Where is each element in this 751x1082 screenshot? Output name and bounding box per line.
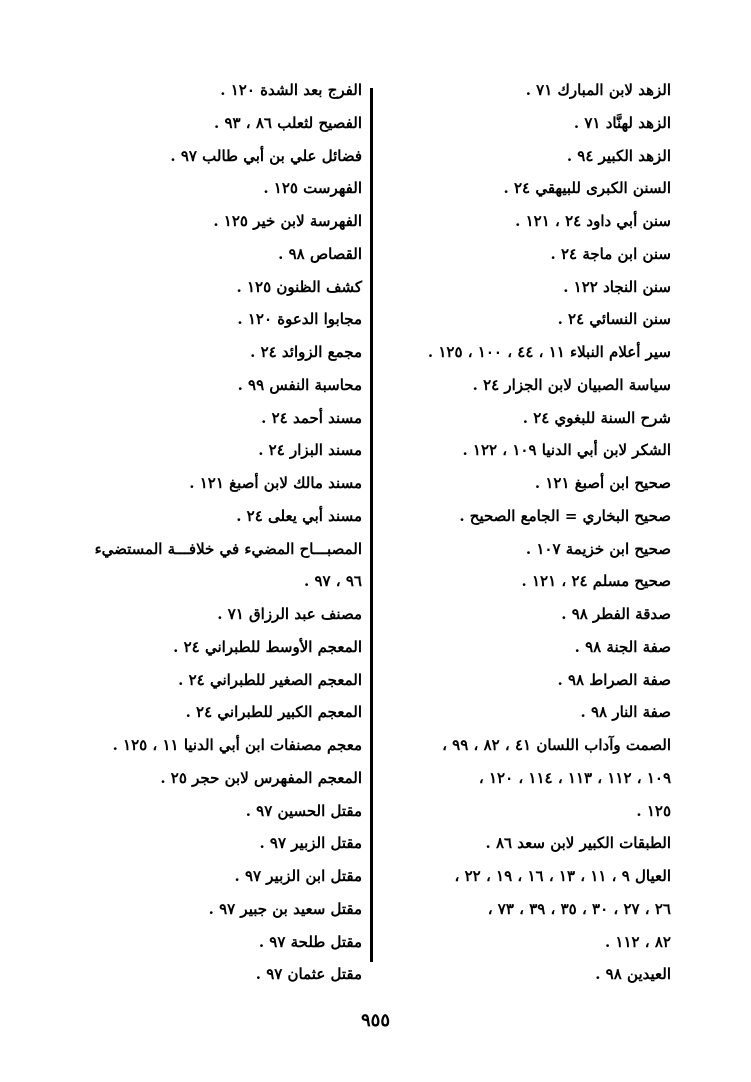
index-entry: العيال ٩ ، ١١ ، ١٣ ، ١٦ ، ١٩ ، ٢٢ ،: [454, 867, 671, 885]
index-entry: العيدين ٩٨ .: [595, 965, 671, 984]
index-entry: المعجم الأوسط للطبراني ٢٤ .: [173, 637, 362, 656]
index-entry: معجم مصنفات ابن أبي الدنيا ١١ ، ١٢٥ .: [112, 736, 362, 754]
index-entry: صحيح ابن خزيمة ١٠٧ .: [525, 539, 671, 558]
index-column-right: [385, 74, 671, 991]
index-entry: صفة النار ٩٨ .: [580, 703, 671, 722]
index-entry: سياسة الصبيان لابن الجزار ٢٤ .: [472, 375, 671, 394]
index-entry: صفة الجنة ٩٨ .: [574, 637, 671, 656]
index-entry: الفرج بعد الشدة ١٢٠ .: [220, 81, 362, 99]
index-entry: كشف الظنون ١٢٥ .: [236, 277, 362, 296]
index-entry: الصمت وآداب اللسان ٤١ ، ٨٢ ، ٩٩ ،: [442, 736, 671, 754]
column-divider: [370, 88, 373, 962]
index-entry: سنن أبي داود ٢٤ ، ١٢١ .: [515, 212, 671, 230]
index-entry: المعجم الكبير للطبراني ٢٤ .: [185, 703, 362, 722]
index-entry: مقتل الزبير ٩٧ .: [259, 834, 362, 853]
index-entry: مقتل ابن الزبير ٩٧ .: [234, 867, 362, 885]
index-entry: المعجم الصغير للطبراني ٢٤ .: [178, 670, 362, 689]
index-entry: مسند البزار ٢٤ .: [258, 441, 362, 460]
index-entry: الفهرست ١٢٥ .: [263, 179, 362, 198]
index-entry: صفة الصراط ٩٨ .: [557, 670, 671, 689]
index-entry: مجمع الزوائد ٢٤ .: [250, 343, 362, 361]
index-entry: مسند أبي يعلى ٢٤ .: [236, 506, 362, 525]
index-entry: مقتل سعيد بن جبير ٩٧ .: [208, 899, 362, 918]
index-entry: الزهد الكبير ٩٤ .: [566, 146, 671, 165]
index-entry: الزهد لهنَّاد ٧١ .: [573, 113, 671, 132]
index-entry: المعجم المفهرس لابن حجر ٢٥ .: [160, 768, 362, 787]
index-entry: صحيح ابن أصبغ ١٢١ .: [534, 474, 671, 492]
index-entry: مقتل الحسين ٩٧ .: [245, 801, 362, 820]
index-entry: مجابوا الدعوة ١٢٠ .: [237, 310, 362, 329]
index-entry: مسند أحمد ٢٤ .: [261, 408, 362, 427]
index-entry-continuation: ١٠٩ ، ١١٢ ، ١١٣ ، ١١٤ ، ١٢٠ ،: [478, 768, 671, 787]
index-entry: فضائل علي بن أبي طالب ٩٧ .: [170, 146, 362, 165]
index-entry: الفصيح لثعلب ٨٦ ، ٩٣ .: [213, 113, 362, 132]
index-entry: مقتل عثمان ٩٧ .: [255, 965, 362, 984]
index-entry: مقتل طلحة ٩٧ .: [258, 932, 362, 951]
index-entry: سنن النجاد ١٢٢ .: [563, 277, 671, 296]
index-entry: الطبقات الكبير لابن سعد ٨٦ .: [485, 834, 671, 853]
index-entry: صحيح البخاري = الجامع الصحيح .: [459, 506, 671, 525]
index-entry-continuation: ٩٦ ، ٩٧ .: [304, 572, 362, 591]
index-column-left: [70, 74, 362, 991]
index-entry: شرح السنة للبغوي ٢٤ .: [522, 408, 671, 427]
index-entry: الزهد لابن المبارك ٧١ .: [525, 81, 671, 99]
index-entry: صحيح مسلم ٢٤ ، ١٢١ .: [521, 572, 671, 591]
index-entry: مسند مالك لابن أصبغ ١٢١ .: [189, 474, 362, 492]
index-entry: الفهرسة لابن خير ١٢٥ .: [213, 212, 362, 230]
index-entry: السنن الكبرى للبيهقي ٢٤ .: [503, 179, 671, 198]
index-entry: سنن ابن ماجة ٢٤ .: [550, 244, 671, 263]
index-entry: محاسبة النفس ٩٩ .: [237, 375, 362, 394]
index-entry: المصبـــاح المضيء في خلافـــة المستضيء: [94, 539, 362, 558]
index-entry: الشكر لابن أبي الدنيا ١٠٩ ، ١٢٢ .: [462, 441, 671, 460]
page-number: ٩٥٥: [360, 1010, 390, 1031]
index-entry: سنن النسائي ٢٤ .: [557, 310, 671, 329]
index-entry: مصنف عبد الرزاق ٧١ .: [217, 605, 362, 623]
index-entry: القصاص ٩٨ .: [278, 244, 362, 263]
index-entry: صدقة الفطر ٩٨ .: [561, 605, 671, 623]
index-entry-continuation: ١٢٥ .: [636, 801, 671, 820]
index-entry-continuation: ٢٦ ، ٢٧ ، ٣٠ ، ٣٥ ، ٣٩ ، ٧٣ ،: [487, 899, 671, 918]
index-entry: سير أعلام النبلاء ١١ ، ٤٤ ، ١٠٠ ، ١٢٥ .: [427, 343, 671, 361]
index-entry-continuation: ٨٢ ، ١١٢ .: [604, 932, 671, 951]
